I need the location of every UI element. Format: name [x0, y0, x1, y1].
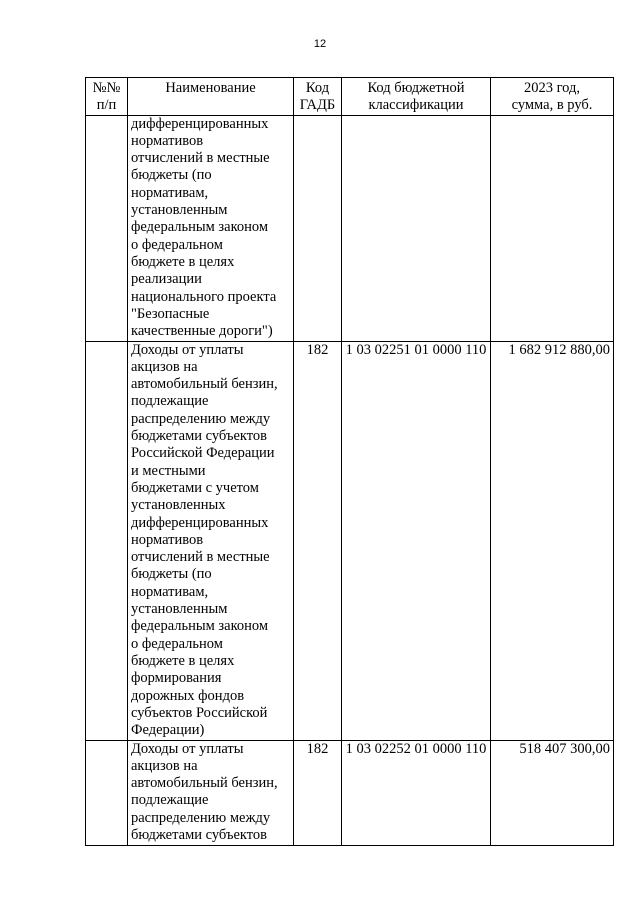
cell-name: Доходы от уплаты акцизов на автомобильный бензин, подлежащие распределению между бюджетами субъектов	[128, 740, 294, 845]
header-gadb: Код ГАДБ	[294, 78, 342, 116]
cell-num	[86, 341, 128, 740]
cell-sum	[491, 115, 614, 341]
cell-name: дифференцированных нормативов отчислений в местные бюджеты (по нормативам, установленным федеральным законом о федеральном бюджете в целях реализации национального проекта "Безопасные качественные дороги")	[128, 115, 294, 341]
table-row	[86, 115, 614, 341]
cell-num	[86, 115, 128, 341]
cell-gadb	[294, 115, 342, 341]
header-name: Наименование	[128, 78, 294, 116]
page-number: 12	[313, 38, 327, 50]
table-row	[86, 341, 614, 740]
cell-sum: 1 682 912 880,00	[491, 341, 614, 740]
cell-gadb: 182	[294, 341, 342, 740]
cell-gadb: 182	[294, 740, 342, 845]
cell-kbk	[342, 115, 491, 341]
cell-name: Доходы от уплаты акцизов на автомобильный бензин, подлежащие распределению между бюджетами субъектов Российской Федерации и местными бюджетами с учетом установленных дифференцированных нормативов отчислений в местные бюджеты (по нормативам, установленным федеральным законом о федеральном бюджете в целях формирования дорожных фондов субъектов Российской Федерации)	[128, 341, 294, 740]
budget-table	[85, 77, 614, 846]
header-kbk: Код бюджетной классификации	[342, 78, 491, 116]
cell-kbk: 1 03 02251 01 0000 110	[342, 341, 491, 740]
header-sum: 2023 год, сумма, в руб.	[491, 78, 614, 116]
table-header-row	[86, 78, 614, 116]
table-row	[86, 740, 614, 845]
cell-num	[86, 740, 128, 845]
cell-kbk: 1 03 02252 01 0000 110	[342, 740, 491, 845]
cell-sum: 518 407 300,00	[491, 740, 614, 845]
header-num: №№ п/п	[86, 78, 128, 116]
